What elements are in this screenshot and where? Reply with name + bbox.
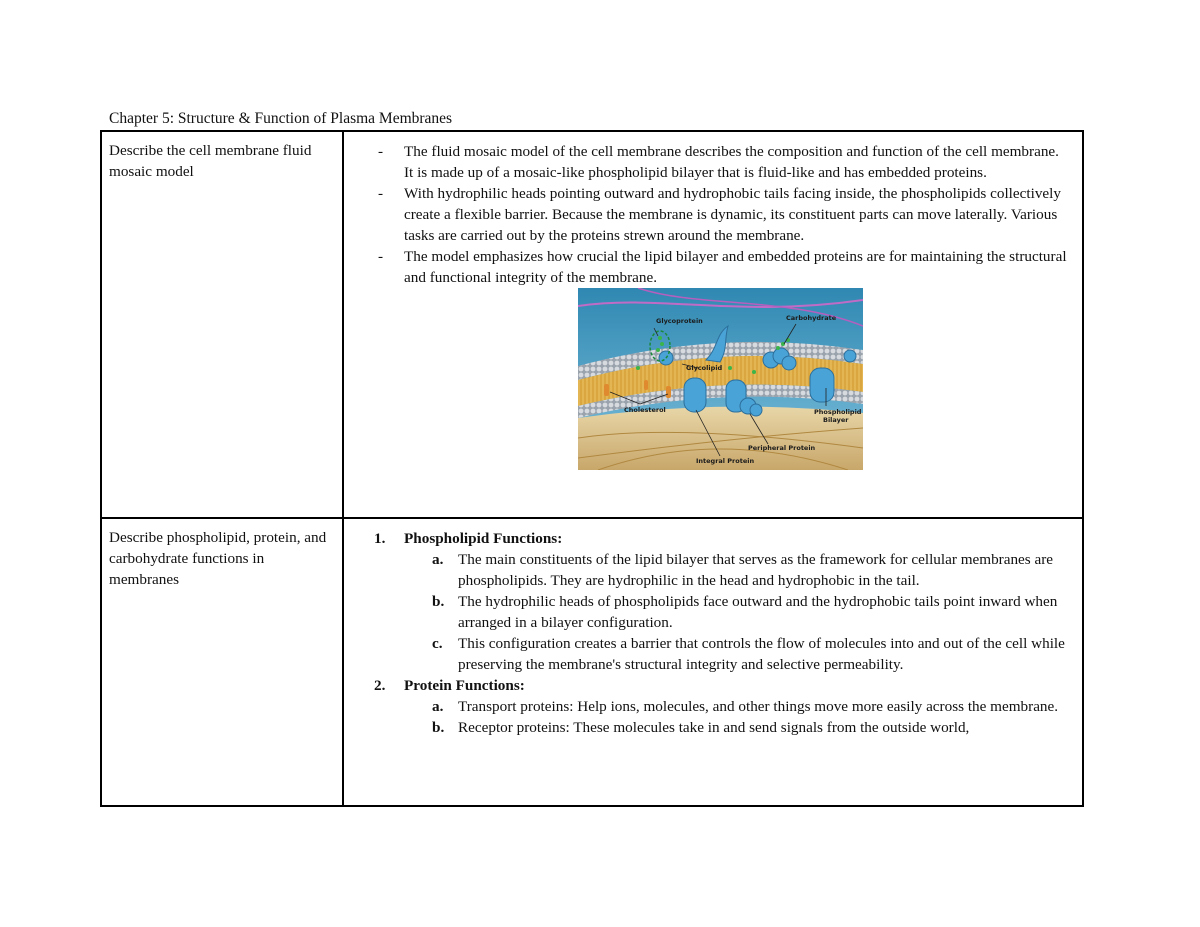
list-item	[432, 696, 1072, 717]
answer-cell	[343, 131, 1083, 518]
list-text: Transport proteins: Help ions, molecules, and other things move more easily across the membrane.	[458, 698, 1059, 715]
list-item	[432, 633, 1072, 675]
notes-table	[100, 130, 1084, 807]
label-bilayer: Bilayer	[823, 416, 849, 424]
label-cholesterol: Cholesterol	[624, 406, 666, 414]
label-integral-protein: Integral Protein	[696, 457, 755, 465]
fluid-mosaic-diagram	[578, 288, 863, 470]
label-peripheral-protein: Peripheral Protein	[748, 444, 816, 452]
list-item	[432, 549, 1072, 591]
list-item	[432, 717, 1072, 738]
list-letter: a.	[432, 698, 444, 715]
question-cell: Describe the cell membrane fluid mosaic model	[101, 131, 343, 518]
label-glycolipid: Glycolipid	[686, 364, 723, 372]
sub-list	[404, 549, 1072, 675]
list-text: This configuration creates a barrier that controls the flow of molecules into and out of the cell while preserving the membrane's structural integrity and selective permeability.	[458, 635, 1065, 673]
table-row	[101, 518, 1083, 806]
list-item: - The fluid mosaic model of the cell membrane describes the composition and function of the cell membrane. It is made up of a mosaic-like phospholipid bilayer that is fluid-like and has embedded proteins.	[404, 141, 1072, 183]
answer-bullet-list	[344, 141, 1072, 288]
list-text: The hydrophilic heads of phospholipids face outward and the hydrophobic tails point inward when arranged in a bilayer configuration.	[458, 593, 1058, 631]
label-carbohydrate: Carbohydrate	[786, 314, 837, 322]
label-glycoprotein: Glycoprotein	[656, 317, 703, 325]
table-row	[101, 131, 1083, 518]
list-item: - The model emphasizes how crucial the lipid bilayer and embedded proteins are for maintaining the structural and functional integrity of the membrane.	[404, 246, 1072, 288]
section-heading: Phospholipid Functions:	[404, 530, 563, 547]
list-letter: c.	[432, 635, 443, 652]
list-number: 2.	[374, 677, 386, 694]
sub-list	[404, 696, 1072, 738]
document-title: Chapter 5: Structure & Function of Plasma Membranes	[109, 110, 453, 127]
answer-cell	[343, 518, 1083, 806]
list-text: Receptor proteins: These molecules take in and send signals from the outside world,	[458, 719, 970, 736]
list-item	[432, 591, 1072, 633]
list-number: 1.	[374, 530, 386, 547]
list-letter: b.	[432, 719, 445, 736]
list-letter: b.	[432, 593, 445, 610]
list-item	[374, 675, 1072, 738]
list-letter: a.	[432, 551, 444, 568]
answer-numbered-list	[344, 528, 1072, 738]
list-text: The main constituents of the lipid bilayer that serves as the framework for cellular membranes are phospholipids. They are hydrophilic in the head and hydrophobic in the tail.	[458, 551, 1054, 589]
question-cell: Describe phospholipid, protein, and carbohydrate functions in membranes	[101, 518, 343, 806]
list-item: - With hydrophilic heads pointing outward and hydrophobic tails facing inside, the phospholipids collectively create a flexible barrier. Because the membrane is dynamic, its constituent parts can move laterally. Various tasks are carried out by the proteins strewn around the membrane.	[404, 183, 1072, 246]
list-item	[374, 528, 1072, 675]
section-heading: Protein Functions:	[404, 677, 525, 694]
label-phospholipid: Phospholipid	[814, 408, 862, 416]
